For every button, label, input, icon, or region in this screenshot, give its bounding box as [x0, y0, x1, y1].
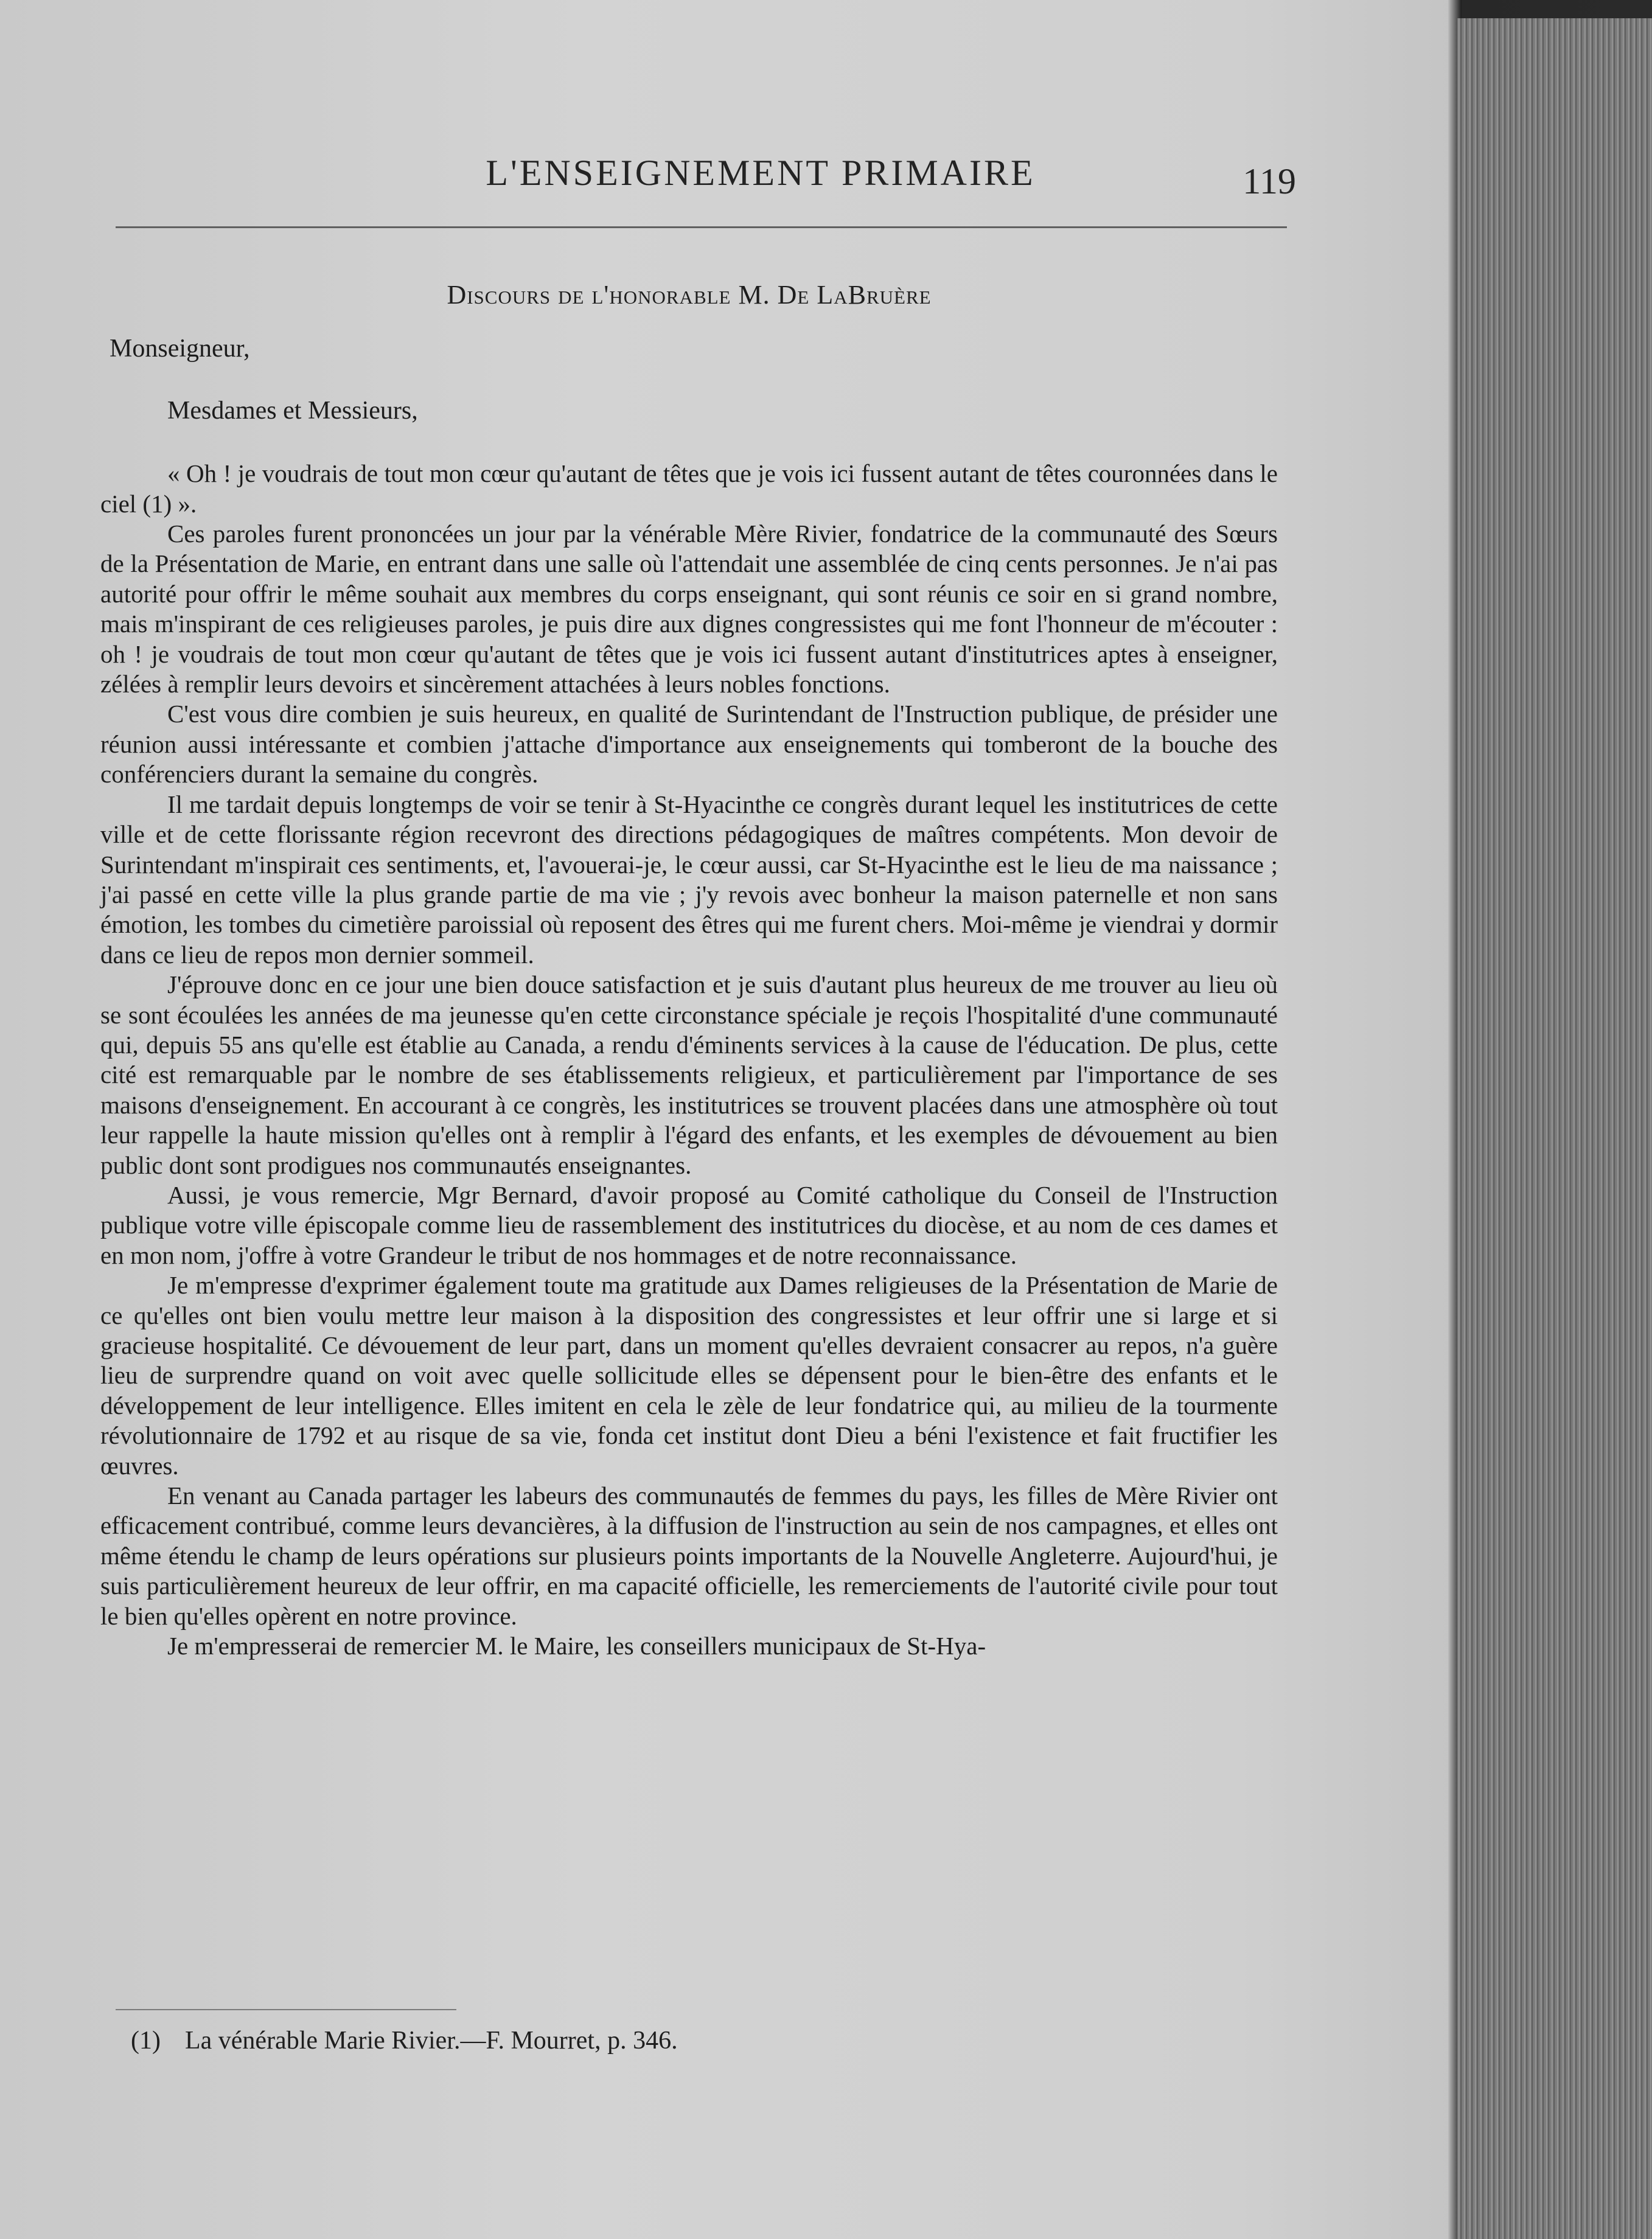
paragraph: Je m'empresse d'exprimer également toute ma gratitude aux Dames religieuses de la Présentation de Marie de ce qu'elles ont bien voulu mettre leur maison à la disposition des congressistes et leur offrir une si large et si gracieuse hospitalité. Ce dévouement de leur part, dans un moment qu'elles devraient consacrer au repos, n'a guère lieu de surprendre quand on voit avec quelle sollicitude elles se dépensent pour le bien-être des enfants et le développement de leur intelligence. Elles imitent en cela le zèle de leur fondatrice qui, au milieu de la tourmente révolutionnaire de 1792 et au risque de sa vie, fonda cet institut dont Dieu a béni l'existence et fait fructifier les œuvres. [100, 1271, 1278, 1480]
footnote-rule [116, 2009, 456, 2010]
footnote-marker: (1) [131, 2027, 161, 2055]
paragraph: En venant au Canada partager les labeurs des communautés de femmes du pays, les filles de Mère Rivier ont efficacement contribué, comme leurs devancières, à la diffusion de l'instruction au sein de nos campagnes, et elles ont même étendu le champ de leurs opérations sur plusieurs points importants de la Nouvelle Angleterre. Aujourd'hui, je suis particulièrement heureux de leur offrir, en ma capacité officielle, les remerciements de l'autorité civile pour tout le bien qu'elles opèrent en notre province. [100, 1482, 1278, 1630]
paragraph: Ces paroles furent prononcées un jour par la vénérable Mère Rivier, fondatrice de la communauté des Sœurs de la Présentation de Marie, en entrant dans une salle où l'attendait une assemblée de cinq cents personnes. Je n'ai pas autorité pour offrir le même souhait aux membres du corps enseignant, qui sont réunis ce soir en si grand nombre, mais m'inspirant de ces religieuses paroles, je puis dire aux dignes congressistes qui me font l'honneur de m'écouter : oh ! je voudrais de tout mon cœur qu'autant de têtes que je vois ici fussent autant d'institutrices aptes à enseigner, zélées à remplir leurs devoirs et sincèrement attachées à leurs nobles fonctions. [100, 520, 1278, 698]
paragraph: C'est vous dire combien je suis heureux, en qualité de Surintendant de l'Instruction publique, de présider une réunion aussi intéressante et combien j'attache d'importance aux enseignements qui tomberont de la bouche des conférenciers durant la semaine du congrès. [100, 700, 1278, 789]
paragraph: « Oh ! je voudrais de tout mon cœur qu'autant de têtes que je vois ici fussent autant de têtes couronnées dans le ciel (1) ». [100, 459, 1278, 518]
article-body [100, 280, 1278, 1661]
page-number: 119 [1242, 161, 1296, 201]
book-page-edges [1457, 18, 1652, 2239]
paragraph: J'éprouve donc en ce jour une bien douce satisfaction et je suis d'autant plus heureux de me trouver au lieu où se sont écoulées les années de ma jeunesse qu'en cette circonstance spéciale je reçois l'hospitalité d'une communauté qui, depuis 55 ans qu'elle est établie au Canada, a rendu d'éminents services à la cause de l'éducation. De plus, cette cité est remarquable par le nombre de ses établissements religieux, et particulièrement par l'importance de ses maisons d'enseignement. En accourant à ce congrès, les institutrices se trouvent placées dans une atmosphère où tout leur rappelle la haute mission qu'elles ont à remplir à l'égard des enfants, et les exemples de dévouement au bien public dont sont prodigues nos communautés enseignantes. [100, 970, 1278, 1179]
paragraph: Je m'empresserai de remercier M. le Maire, les conseillers municipaux de St-Hya- [167, 1632, 986, 1660]
paragraph: Aussi, je vous remercie, Mgr Bernard, d'avoir proposé au Comité catholique du Conseil de l'Instruction publique votre ville épiscopale comme lieu de rassemblement des institutrices du diocèse, et au nom de ces dames et en mon nom, j'offre à votre Grandeur le tribut de nos hommages et de notre reconnaissance. [100, 1180, 1278, 1269]
running-head: L'ENSEIGNEMENT PRIMAIRE [486, 153, 1036, 193]
salutation-audience: Mesdames et Messieurs, [167, 396, 418, 425]
paragraph: Il me tardait depuis longtemps de voir se tenir à St-Hyacinthe ce congrès durant lequel les institutrices de cette ville et de cette florissante région recevront des directions pédagogiques de maîtres compétents. Mon devoir de Surintendant m'inspirait ces sentiments, et, l'avouerai-je, le cœur aussi, car St-Hyacinthe est le lieu de ma naissance ; j'ai passé en cette ville la plus grande partie de ma vie ; j'y revois avec bonheur la maison paternelle et non sans émotion, les tombes du cimetière paroissial où reposent des êtres qui me furent chers. Moi-même je viendrai y dormir dans ce lieu de repos mon dernier sommeil. [100, 790, 1278, 969]
header-rule [116, 226, 1287, 228]
speech-title: Discours de l'honorable M. De LaBruère [447, 280, 932, 310]
salutation-monseigneur: Monseigneur, [110, 335, 250, 363]
footnote [131, 2026, 1165, 2055]
footnote-text: La vénérable Marie Rivier.—F. Mourret, p. 346. [184, 2027, 678, 2055]
page-header [116, 152, 1296, 201]
